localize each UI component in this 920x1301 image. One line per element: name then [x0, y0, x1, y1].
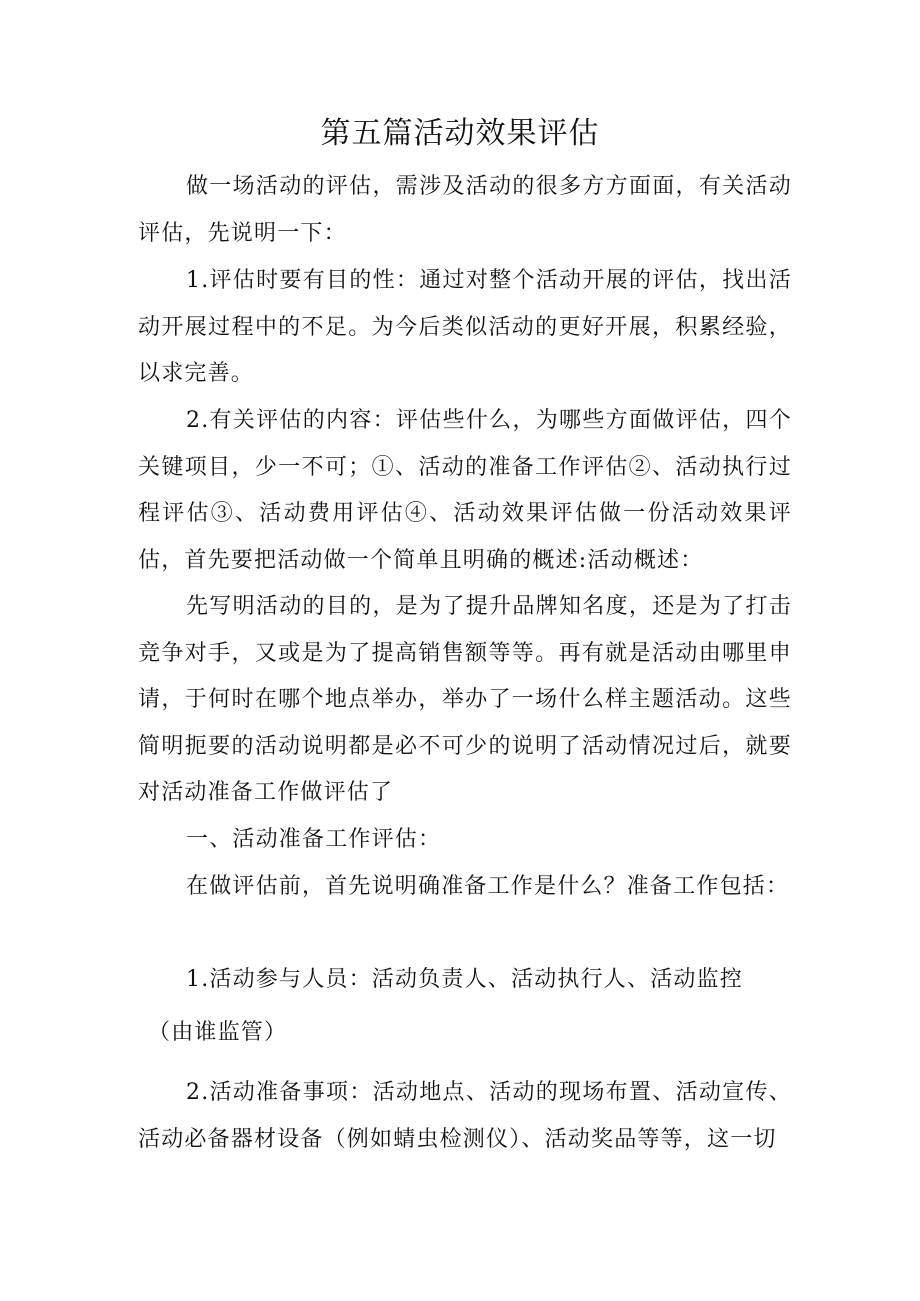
list-item-preparation-items: 2.活动准备事项：活动地点、活动的现场布置、活动宣传、活动必备器材设备（例如蜻虫检测仪）、活动奖品等等，这一切 [138, 1080, 792, 1152]
paragraph-purpose: 1.评估时要有目的性：通过对整个活动开展的评估，找出活动开展过程中的不足。为今后类似活动的更好开展，积累经验，以求完善。 [138, 268, 792, 386]
list-item-participants-note: （由谁监管） [148, 1020, 288, 1045]
paragraph-preparation-intro: 在做评估前，首先说明确准备工作是什么？准备工作包括： [186, 874, 790, 899]
list-item-participants: 1.活动参与人员：活动负责人、活动执行人、活动监控 [186, 967, 743, 992]
document-title: 第五篇活动效果评估 [320, 116, 600, 151]
paragraph-intro: 做一场活动的评估，需涉及活动的很多方方面面，有关活动评估，先说明一下： [138, 174, 792, 246]
paragraph-overview: 先写明活动的目的，是为了提升品牌知名度，还是为了打击竞争对手，又或是为了提高销售额等等。再有就是活动由哪里申请，于何时在哪个地点举办，举办了一场什么样主题活动。这些简明扼要的活动说明都是必不可少的说明了活动情况过后，就要对活动准备工作做评估了 [138, 594, 792, 805]
section-heading-preparation: 一、活动准备工作评估： [186, 827, 442, 852]
paragraph-content: 2.有关评估的内容：评估些什么，为哪些方面做评估，四个关键项目，少一不可；①、活动的准备工作评估②、活动执行过程评估③、活动费用评估④、活动效果评估做一份活动效果评估，首先要把活动做一个简单且明确的概述:活动概述： [138, 408, 792, 573]
